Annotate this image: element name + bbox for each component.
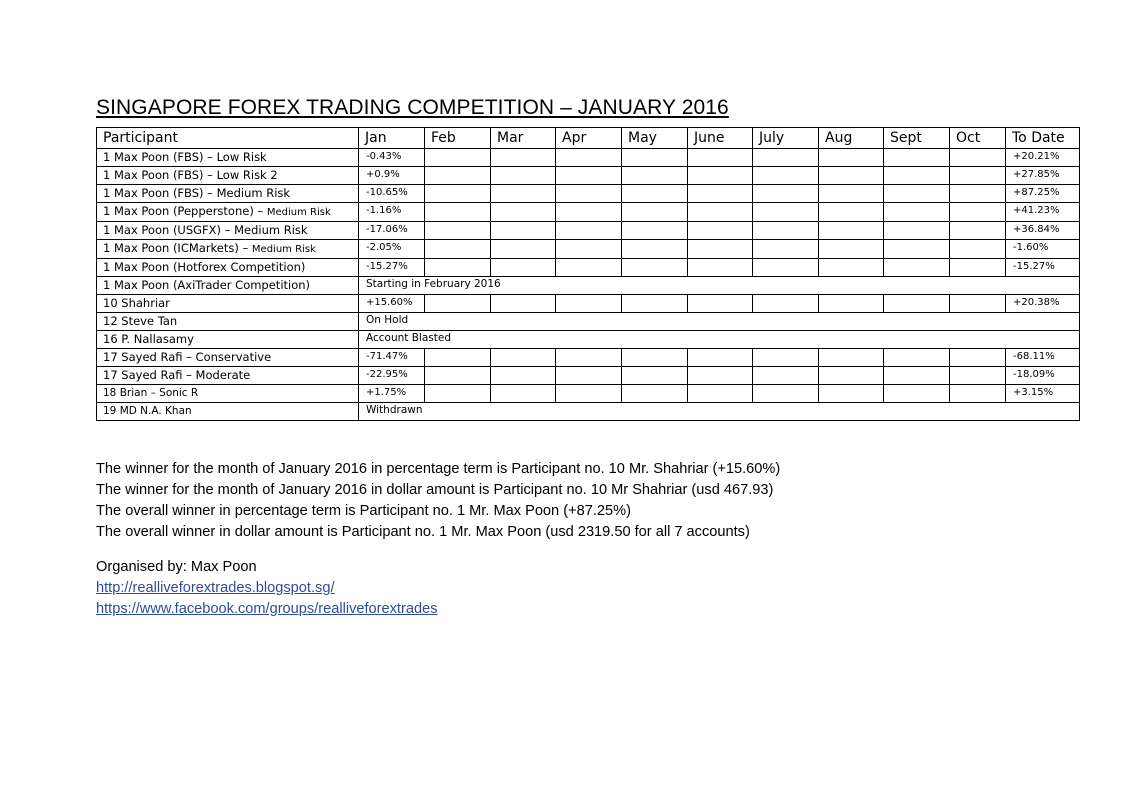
status-note-cell: Account Blasted — [359, 331, 1080, 349]
jan-cell: +0.9% — [359, 167, 425, 185]
status-note-cell: Starting in February 2016 — [359, 277, 1080, 295]
column-header-mar: Mar — [491, 128, 556, 149]
column-header-apr: Apr — [556, 128, 622, 149]
participant-cell: 12 Steve Tan — [97, 313, 359, 331]
column-header-participant: Participant — [97, 128, 359, 149]
participant-cell: 16 P. Nallasamy — [97, 331, 359, 349]
participant-cell: 10 Shahriar — [97, 295, 359, 313]
blog-link[interactable]: http://realliveforextrades.blogspot.sg/ — [96, 580, 335, 596]
to-date-cell: +87.25% — [1006, 185, 1080, 203]
table-row — [97, 277, 1080, 295]
to-date-cell: +20.21% — [1006, 149, 1080, 167]
to-date-cell: +36.84% — [1006, 222, 1080, 240]
document-title: SINGAPORE FOREX TRADING COMPETITION – JANUARY 2016 — [96, 96, 729, 119]
to-date-cell: -15.27% — [1006, 259, 1080, 277]
participant-cell: 18 Brian – Sonic R — [97, 385, 359, 403]
to-date-cell: +3.15% — [1006, 385, 1080, 403]
winners-summary — [96, 459, 780, 543]
organiser-block — [96, 557, 438, 620]
table-row — [97, 295, 1080, 313]
table-row — [97, 203, 1080, 222]
participant-main: 1 Max Poon (Pepperstone) – — [103, 204, 267, 218]
jan-cell: -17.06% — [359, 222, 425, 240]
table-row — [97, 385, 1080, 403]
column-header-to-date: To Date — [1006, 128, 1080, 149]
to-date-cell: +27.85% — [1006, 167, 1080, 185]
column-header-june: June — [688, 128, 753, 149]
summary-line-overall-percentage: The overall winner in percentage term is Participant no. 1 Mr. Max Poon (+87.25%) — [96, 503, 631, 519]
to-date-cell: +20.38% — [1006, 295, 1080, 313]
facebook-group-link[interactable]: https://www.facebook.com/groups/realliveforextrades — [96, 601, 438, 617]
jan-cell: -22.95% — [359, 367, 425, 385]
participant-cell: 19 MD N.A. Khan — [97, 403, 359, 421]
jan-cell: -1.16% — [359, 203, 425, 222]
participant-cell: 17 Sayed Rafi – Conservative — [97, 349, 359, 367]
participant-main: 1 Max Poon (ICMarkets) – — [103, 241, 252, 255]
jan-cell: -10.65% — [359, 185, 425, 203]
table-row — [97, 185, 1080, 203]
column-header-sept: Sept — [884, 128, 950, 149]
summary-line-overall-dollar: The overall winner in dollar amount is Participant no. 1 Mr. Max Poon (usd 2319.50 for all 7 accounts) — [96, 524, 750, 540]
participant-cell: 1 Max Poon (AxiTrader Competition) — [97, 277, 359, 295]
column-header-oct: Oct — [950, 128, 1006, 149]
participant-cell: 1 Max Poon (FBS) – Low Risk 2 — [97, 167, 359, 185]
to-date-cell: -68.11% — [1006, 349, 1080, 367]
table-row — [97, 331, 1080, 349]
table-row — [97, 403, 1080, 421]
table-row — [97, 313, 1080, 331]
table-row — [97, 149, 1080, 167]
table-row — [97, 367, 1080, 385]
to-date-cell: -1.60% — [1006, 240, 1080, 259]
to-date-cell: -18.09% — [1006, 367, 1080, 385]
jan-cell: -71.47% — [359, 349, 425, 367]
table-row — [97, 167, 1080, 185]
participant-cell: 1 Max Poon (FBS) – Low Risk — [97, 149, 359, 167]
column-header-feb: Feb — [425, 128, 491, 149]
jan-cell: +15.60% — [359, 295, 425, 313]
summary-line-monthly-percentage: The winner for the month of January 2016 in percentage term is Participant no. 10 Mr. Shahriar (+15.60%) — [96, 461, 781, 477]
participant-risk-small: Medium Risk — [251, 244, 316, 255]
results-table — [96, 127, 1080, 421]
participant-cell: 1 Max Poon (FBS) – Medium Risk — [97, 185, 359, 203]
jan-cell: -15.27% — [359, 259, 425, 277]
table-header-row — [97, 128, 1080, 149]
participant-cell: 1 Max Poon (USGFX) – Medium Risk — [97, 222, 359, 240]
table-row — [97, 349, 1080, 367]
organiser-label: Organised by: Max Poon — [96, 559, 257, 575]
column-header-jan: Jan — [359, 128, 425, 149]
column-header-aug: Aug — [819, 128, 884, 149]
table-row — [97, 240, 1080, 259]
jan-cell: -0.43% — [359, 149, 425, 167]
participant-cell — [97, 203, 359, 222]
status-note-cell: Withdrawn — [359, 403, 1080, 421]
participant-cell: 17 Sayed Rafi – Moderate — [97, 367, 359, 385]
column-header-may: May — [622, 128, 688, 149]
jan-cell: -2.05% — [359, 240, 425, 259]
summary-line-monthly-dollar: The winner for the month of January 2016 in dollar amount is Participant no. 10 Mr Shahriar (usd 467.93) — [96, 482, 774, 498]
table-row — [97, 259, 1080, 277]
to-date-cell: +41.23% — [1006, 203, 1080, 222]
status-note-cell: On Hold — [359, 313, 1080, 331]
participant-risk-small: Medium Risk — [266, 207, 331, 218]
participant-cell — [97, 240, 359, 259]
table-row — [97, 222, 1080, 240]
column-header-july: July — [753, 128, 819, 149]
participant-cell: 1 Max Poon (Hotforex Competition) — [97, 259, 359, 277]
jan-cell: +1.75% — [359, 385, 425, 403]
